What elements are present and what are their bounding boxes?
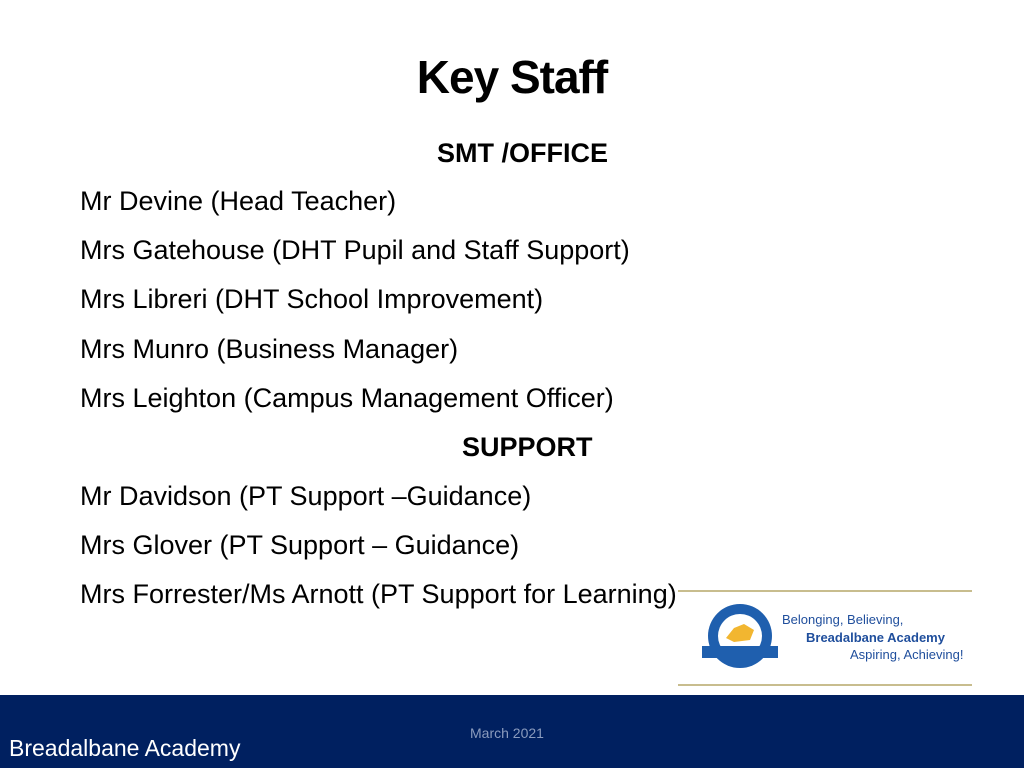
staff-line: Mr Davidson (PT Support –Guidance) bbox=[80, 481, 532, 511]
logo-tagline-1: Belonging, Believing, bbox=[782, 612, 904, 627]
support-heading: SUPPORT bbox=[462, 432, 593, 462]
school-logo bbox=[678, 590, 972, 686]
logo-tagline-2: Aspiring, Achieving! bbox=[850, 647, 964, 662]
staff-line: Mrs Libreri (DHT School Improvement) bbox=[80, 284, 544, 314]
logo-school-name: Breadalbane Academy bbox=[806, 630, 945, 645]
staff-line: Mrs Glover (PT Support – Guidance) bbox=[80, 530, 520, 560]
staff-line: Mr Devine (Head Teacher) bbox=[80, 186, 397, 216]
footer-date: March 2021 bbox=[470, 725, 544, 741]
footer-bar bbox=[0, 695, 1024, 768]
staff-line: Mrs Munro (Business Manager) bbox=[80, 334, 459, 364]
staff-line: Mrs Forrester/Ms Arnott (PT Support for Learning) bbox=[80, 579, 677, 609]
footer-school-name: Breadalbane Academy bbox=[9, 735, 241, 761]
staff-line: Mrs Leighton (Campus Management Officer) bbox=[80, 383, 614, 413]
staff-line: Mrs Gatehouse (DHT Pupil and Staff Support) bbox=[80, 235, 630, 265]
school-crest-icon bbox=[698, 602, 782, 678]
slide-title: Key Staff bbox=[416, 51, 608, 103]
smt-heading: SMT /OFFICE bbox=[437, 138, 608, 168]
